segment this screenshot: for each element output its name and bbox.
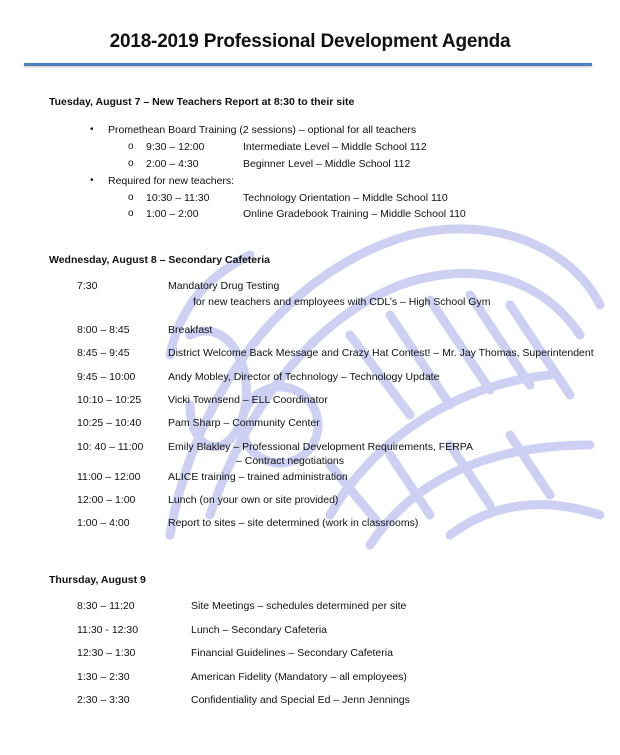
- agenda-desc: Lunch (on your own or site provided): [168, 494, 339, 506]
- agenda-time: 7:30: [77, 280, 98, 292]
- sub-bullet-icon: o: [128, 208, 134, 219]
- agenda-desc: Andy Mobley, Director of Technology – Technology Update: [168, 371, 440, 383]
- agenda-time: 1:00 – 4:00: [77, 517, 130, 529]
- agenda-time: 10:10 – 10:25: [77, 394, 142, 406]
- agenda-time: 8:00 – 8:45: [77, 324, 130, 336]
- list-item-label: Promethean Board Training (2 sessions) – optional for all teachers: [108, 124, 417, 136]
- bullet-icon: •: [90, 175, 94, 186]
- sub-bullet-icon: o: [128, 141, 134, 152]
- agenda-time: 1:30 – 2:30: [77, 671, 130, 683]
- session-desc: Online Gradebook Training – Middle School 110: [243, 208, 466, 220]
- agenda-desc-cont: for new teachers and employees with CDL’s – High School Gym: [193, 296, 491, 308]
- page-title: 2018-2019 Professional Development Agenda: [109, 31, 511, 52]
- agenda-desc: Pam Sharp – Community Center: [168, 417, 320, 429]
- tuesday-heading: Tuesday, August 7 – New Teachers Report at 8:30 to their site: [49, 96, 355, 108]
- agenda-desc: Mandatory Drug Testing: [168, 280, 280, 292]
- agenda-desc: District Welcome Back Message and Crazy Hat Contest! – Mr. Jay Thomas, Superintendent: [168, 347, 594, 359]
- session-desc: Beginner Level – Middle School 112: [243, 158, 411, 170]
- agenda-time: 10:25 – 10:40: [77, 417, 142, 429]
- thursday-heading: Thursday, August 9: [49, 574, 146, 586]
- agenda-desc: Site Meetings – schedules determined per site: [191, 600, 407, 612]
- agenda-time: 11:30 - 12:30: [77, 624, 139, 636]
- agenda-desc: Confidentiality and Special Ed – Jenn Jennings: [191, 694, 410, 706]
- session-time: 1:00 – 2:00: [146, 208, 199, 220]
- wednesday-heading: Wednesday, August 8 – Secondary Cafeteria: [49, 254, 270, 266]
- session-time: 2:00 – 4:30: [146, 158, 199, 170]
- sub-bullet-icon: o: [128, 158, 134, 169]
- agenda-desc: Financial Guidelines – Secondary Cafeteria: [191, 647, 393, 659]
- sub-bullet-icon: o: [128, 192, 134, 203]
- agenda-time: 12:00 – 1:00: [77, 494, 136, 506]
- agenda-time: 10: 40 – 11:00: [77, 441, 144, 453]
- agenda-desc: Report to sites – site determined (work in classrooms): [168, 517, 419, 529]
- agenda-time: 8:45 – 9:45: [77, 347, 130, 359]
- agenda-time: 11:00 – 12:00: [77, 471, 141, 483]
- title-divider: [24, 63, 592, 66]
- agenda-desc: Vicki Townsend – ELL Coordinator: [168, 394, 328, 406]
- agenda-time: 2:30 – 3:30: [77, 694, 130, 706]
- agenda-desc: ALICE training – trained administration: [168, 471, 348, 483]
- session-time: 10:30 – 11:30: [146, 192, 210, 204]
- agenda-desc: Lunch – Secondary Cafeteria: [191, 624, 328, 636]
- session-time: 9:30 – 12:00: [146, 141, 205, 153]
- agenda-desc: American Fidelity (Mandatory – all employees): [191, 671, 407, 683]
- agenda-time: 8:30 – 11:20: [77, 600, 135, 612]
- bullet-icon: •: [90, 124, 94, 135]
- agenda-desc: Breakfast: [168, 324, 213, 336]
- agenda-desc-cont: – Contract negotiations: [236, 455, 344, 467]
- list-item-label: Required for new teachers:: [108, 175, 235, 187]
- agenda-time: 12:30 – 1:30: [77, 647, 136, 659]
- session-desc: Technology Orientation – Middle School 110: [243, 192, 448, 204]
- session-desc: Intermediate Level – Middle School 112: [243, 141, 427, 153]
- agenda-time: 9:45 – 10:00: [77, 371, 136, 383]
- agenda-desc: Emily Blakley – Professional Development Requirements, FERPA: [168, 441, 474, 453]
